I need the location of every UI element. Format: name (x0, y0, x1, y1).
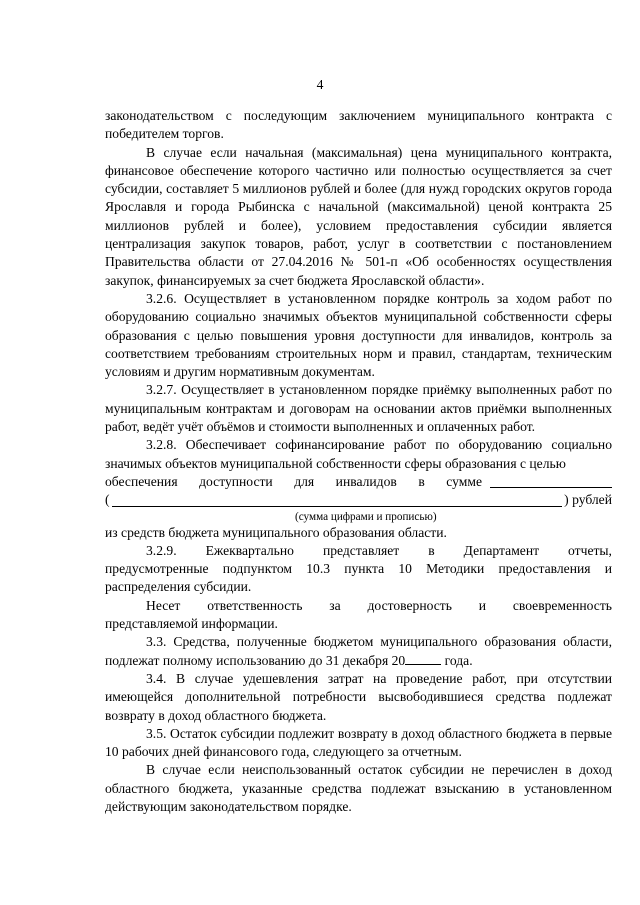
word: в (428, 542, 435, 558)
paragraph-3-2-8-tail: из средств бюджета муниципального образования области. (105, 524, 447, 540)
word: Департамент (463, 542, 540, 558)
paragraph-responsibility-first-line (105, 597, 612, 615)
sum-line (105, 473, 612, 491)
paragraph-3-2-9-first-line (105, 542, 612, 560)
sum-line-words (105, 473, 482, 491)
word: и (478, 597, 487, 613)
word: в (418, 473, 425, 489)
word: Ежеквартально (205, 542, 294, 558)
paragraph-3-5: 3.5. Остаток субсидии подлежит возврату в доход областного бюджета в первые 10 рабочих дней финансового года, следующего за отчетным. (105, 725, 612, 760)
paragraph-3-2-9-rest: предусмотренные подпунктом 10.3 пункта 10 Методики предоставления и распределения субсидии. (105, 561, 612, 595)
word: ответственность (207, 597, 303, 613)
word: доступности (199, 473, 273, 489)
open-paren: ( (105, 492, 110, 508)
page-number: 4 (316, 77, 324, 92)
word: отчеты, (568, 542, 612, 558)
word: за (329, 597, 341, 613)
paragraph-3-3 (105, 633, 612, 670)
sum-words-line (105, 491, 612, 509)
word: достоверность (367, 597, 452, 613)
word: обеспечения (105, 473, 178, 489)
word: своевременность (512, 597, 612, 613)
paragraph-continuation: законодательством с последующим заключением муниципального контракта с победителем торгов. (105, 108, 612, 142)
paragraph-3-2-8: 3.2.8. Обеспечивает софинансирование работ по оборудованию социально значимых объектов муниципальной собственности сферы образования с целью (105, 437, 612, 471)
document-body (105, 107, 612, 816)
word: инвалидов (335, 473, 397, 489)
word: 3.2.9. (146, 542, 177, 558)
paragraph-recovery: В случае если неиспользованный остаток субсидии не перечислен в доход областного бюджета, указанные средства подлежат взысканию в установленном действующим законодательством порядке. (105, 762, 612, 814)
word: сумме (446, 473, 482, 489)
paragraph-price-condition: В случае если начальная (максимальная) цена муниципального контракта, финансовое обеспечение которого частично или полностью осуществляется за счет субсидии, составляет 5 миллионов рублей и более (для нужд городских округов города Ярославля и города Рыбинска с начальной (максимальной) ценой контракта 25 миллионов рублей и более), условием предоставления субсидии является централизация закупок товаров, работ, услуг в соответствии с постановлением Правительства области от 27.04.2016 № 501-п «Об особенностях осуществления закупок, финансируемых за счет бюджета Ярославской области». (105, 144, 612, 288)
paragraph-responsibility-rest: представляемой информации. (105, 616, 278, 632)
paragraph-3-4: 3.4. В случае удешевления затрат на проведение работ, при отсутствии имеющейся дополнительной потребности высвободившиеся средства подлежат возврату в доход областного бюджета. (105, 670, 612, 723)
word: для (294, 473, 315, 489)
paragraph-3-3-text: 3.3. Средства, полученные бюджетом муниципального образования области, подлежат полному использованию до 31 декабря 20 (105, 634, 612, 668)
paragraph-3-2-7: 3.2.7. Осуществляет в установленном порядке приёмку выполненных работ по муниципальным контрактам и договорам на основании актов приёмки выполненных работ, ведёт учёт объёмов и стоимости выполненных и оплаченных работ. (105, 382, 612, 435)
word: представляет (322, 542, 400, 558)
sum-digits-blank (490, 474, 612, 488)
rubles-label: ) рублей (564, 492, 612, 508)
year-blank (405, 652, 441, 665)
sum-words-blank (112, 493, 563, 507)
sum-caption: (сумма цифрами и прописью) (295, 510, 437, 523)
word: Несет (146, 597, 181, 613)
paragraph-3-2-6: 3.2.6. Осуществляет в установленном порядке контроль за ходом работ по оборудованию социально значимых объектов муниципальной собственности сферы образования с целью повышения уровня доступности для инвалидов, контроль за соответствием требованиям строительных норм и правил, стандартам, техническим условиям и другим нормативным документам. (105, 290, 612, 380)
paragraph-3-3-suffix: года. (441, 652, 473, 668)
